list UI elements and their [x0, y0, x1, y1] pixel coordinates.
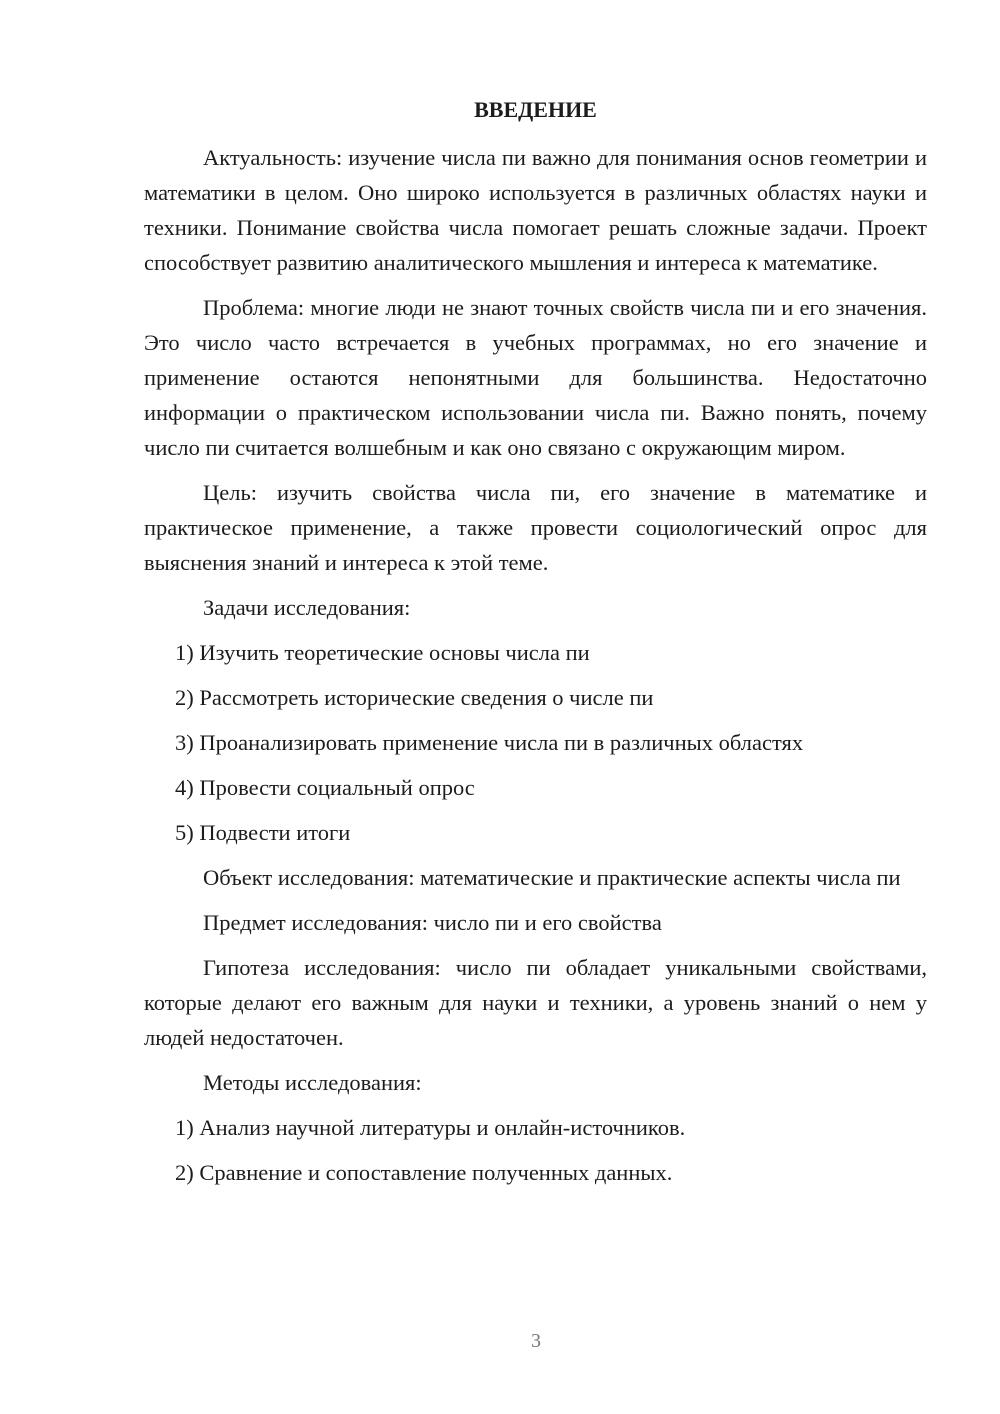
tasks-label: Задачи исследования:	[203, 595, 411, 620]
list-item: 5) Подвести итоги	[175, 820, 351, 845]
list-item: 1) Анализ научной литературы и онлайн-источников.	[175, 1115, 686, 1140]
tasks-list	[144, 635, 927, 850]
paragraph-goal: Цель: изучить свойства числа пи, его значение в математике и практическое применение, а также провести социологический опрос для выяснения знаний и интереса к этой теме.	[144, 480, 927, 575]
page-number: 3	[531, 1330, 541, 1352]
methods-label: Методы исследования:	[203, 1070, 422, 1095]
paragraph-subject: Предмет исследования: число пи и его свойства	[203, 910, 662, 935]
list-item: 2) Рассмотреть исторические сведения о числе пи	[175, 685, 654, 710]
paragraph-problem: Проблема: многие люди не знают точных свойств числа пи и его значения. Это число часто встречается в учебных программах, но его значение и применение остаются непонятными для большинства. Недостаточно информации о практическом использовании числа пи. Важно понять, почему число пи считается волшебным и как оно связано с окружающим миром.	[144, 295, 927, 460]
text-column	[144, 94, 927, 1200]
paragraph-object: Объект исследования: математические и практические аспекты числа пи	[203, 865, 901, 890]
list-item: 2) Сравнение и сопоставление полученных данных.	[175, 1160, 673, 1185]
list-item: 1) Изучить теоретические основы числа пи	[175, 640, 590, 665]
paragraph-relevance: Актуальность: изучение числа пи важно для понимания основ геометрии и математики в целом. Оно широко используется в различных областях науки и техники. Понимание свойства числа помогает решать сложные задачи. Проект способствует развитию аналитического мышления и интереса к математике.	[144, 145, 927, 275]
methods-list	[144, 1110, 927, 1190]
page-heading: ВВЕДЕНИЕ	[474, 97, 597, 122]
list-item: 3) Проанализировать применение числа пи в различных областях	[175, 730, 804, 755]
paragraph-hypothesis: Гипотеза исследования: число пи обладает уникальными свойствами, которые делают его важным для науки и техники, а уровень знаний о нем у людей недостаточен.	[144, 955, 927, 1050]
list-item: 4) Провести социальный опрос	[175, 775, 475, 800]
